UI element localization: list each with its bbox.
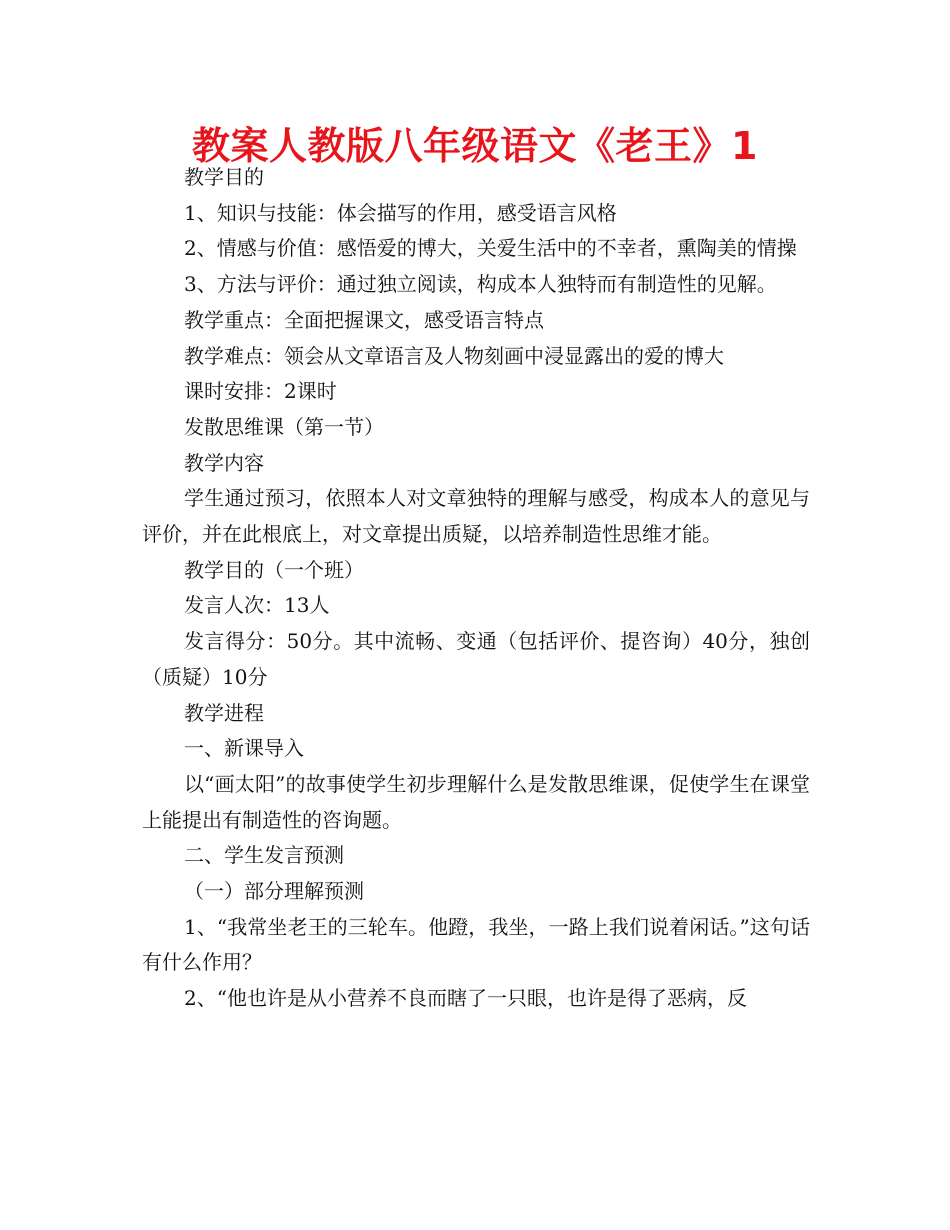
- paragraph-content: 学生通过预习，依照本人对文章独特的理解与感受，构成本人的意见与评价，并在此根底上，对文章提出质疑，以培养制造性思维才能。: [142, 486, 810, 547]
- paragraph-key-points: 教学重点：全面把握课文，感受语言特点: [184, 307, 544, 332]
- paragraph-objective-emotion: 2、情感与价值：感悟爱的博大，关爱生活中的不幸者，熏陶美的情操: [184, 236, 797, 261]
- document-body: [142, 160, 810, 1017]
- paragraph-lesson-type: 发散思维课（第一节）: [184, 414, 384, 439]
- paragraph-objective-method: 3、方法与评价：通过独立阅读，构成本人独特而有制造性的见解。: [184, 272, 777, 297]
- paragraph-content-heading: 教学内容: [184, 450, 264, 475]
- paragraph-section-intro: 一、新课导入: [184, 736, 304, 761]
- paragraph-question-1: 1、“我常坐老王的三轮车。他蹬，我坐，一路上我们说着闲话。”这句话有什么作用？: [142, 914, 810, 975]
- paragraph-teaching-objectives-heading: 教学目的: [184, 165, 264, 189]
- paragraph-speaker-count: 发言人次：13人: [184, 593, 330, 618]
- paragraph-question-2: 2、“他也许是从小营养不良而瞎了一只眼，也许是得了恶病，反: [184, 986, 747, 1011]
- document-title: 教案人教版八年级语文《老王》1: [192, 124, 758, 168]
- paragraph-score: 发言得分：50分。其中流畅、变通（包括评价、提咨询）40分，独创（质疑）10分: [142, 629, 810, 689]
- paragraph-subsection-partial: （一）部分理解预测: [184, 879, 364, 904]
- paragraph-schedule: 课时安排：2课时: [184, 379, 337, 404]
- paragraph-intro-content: 以“画太阳”的故事使学生初步理解什么是发散思维课，促使学生在课堂上能提出有制造性的咨询题。: [142, 771, 810, 832]
- paragraph-process-heading: 教学进程: [184, 700, 264, 725]
- paragraph-section-prediction: 二、学生发言预测: [184, 843, 344, 868]
- paragraph-objective-knowledge: 1、知识与技能：体会描写的作用，感受语言风格: [184, 200, 617, 225]
- paragraph-difficulties: 教学难点：领会从文章语言及人物刻画中浸显露出的爱的博大: [184, 343, 724, 368]
- paragraph-class-goal: 教学目的（一个班）: [184, 557, 364, 582]
